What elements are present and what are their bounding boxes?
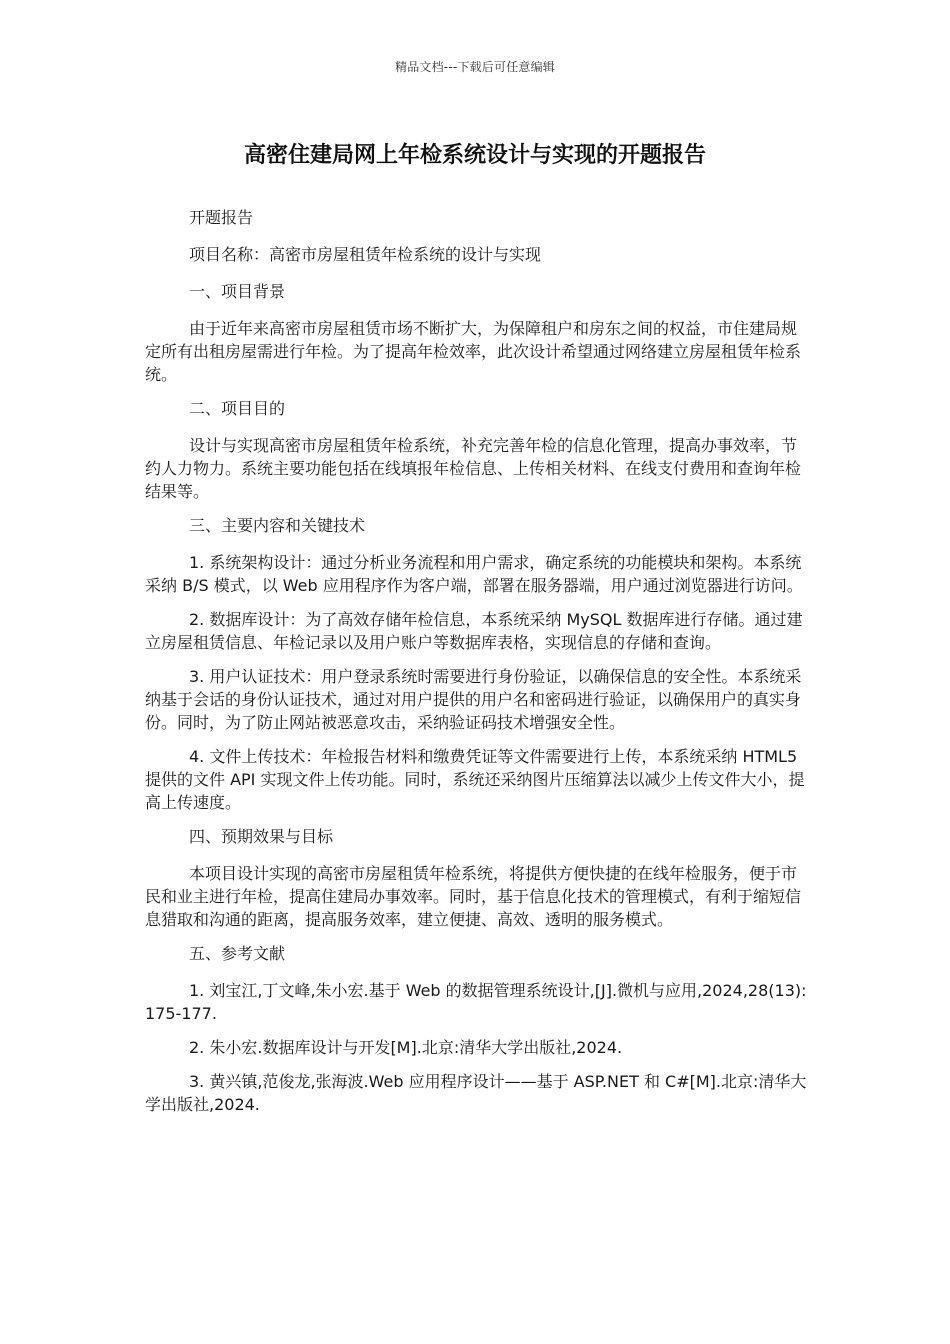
section-text-background: 由于近年来高密市房屋租赁市场不断扩大，为保障租户和房东之间的权益，市住建局规定所有出租房屋需进行年检。为了提高年检效率，此次设计希望通过网络建立房屋租赁年检系统。: [145, 319, 802, 384]
content-item-database: 2. 数据库设计：为了高效存储年检信息，本系统采纳 MySQL 数据库进行存储。通过建立房屋租赁信息、年检记录以及用户账户等数据库表格，实现信息的存储和查询。: [145, 610, 803, 652]
section-heading-goals: 四、预期效果与目标: [189, 827, 334, 846]
reference-item: 1. 刘宝江,丁文峰,朱小宏.基于 Web 的数据管理系统设计,[J].微机与应用,2024,28(13):175-177.: [145, 981, 807, 1023]
document-body: [145, 206, 810, 1127]
page-header-watermark: 精品文档---下载后可任意编辑: [395, 60, 555, 74]
document-title: 高密住建局网上年检系统设计与实现的开题报告: [243, 143, 706, 168]
reference-item: 2. 朱小宏.数据库设计与开发[M].北京:清华大学出版社,2024.: [189, 1038, 623, 1057]
content-item-authentication: 3. 用户认证技术：用户登录系统时需要进行身份验证，以确保信息的安全性。本系统采纳基于会话的身份认证技术，通过对用户提供的用户名和密码进行验证，以确保用户的真实身份。同时，为了防止网站被恶意攻击，采纳验证码技术增强安全性。: [145, 667, 802, 732]
section-text-goals: 本项目设计实现的高密市房屋租赁年检系统，将提供方便快捷的在线年检服务，便于市民和业主进行年检，提高住建局办事效率。同时，基于信息化技术的管理模式，有利于缩短信息猎取和沟通的距离，提高服务效率，建立便捷、高效、透明的服务模式。: [145, 864, 802, 929]
content-item-architecture: 1. 系统架构设计：通过分析业务流程和用户需求，确定系统的功能模块和架构。本系统采纳 B/S 模式，以 Web 应用程序作为客户端，部署在服务器端，用户通过浏览器进行访问。: [145, 553, 803, 595]
section-heading-background: 一、项目背景: [189, 282, 286, 301]
reference-item: 3. 黄兴镇,范俊龙,张海波.Web 应用程序设计——基于 ASP.NET 和 C#[M].北京:清华大学出版社,2024.: [145, 1072, 807, 1114]
section-heading-content: 三、主要内容和关键技术: [189, 516, 366, 535]
report-label: 开题报告: [189, 208, 254, 227]
section-heading-purpose: 二、项目目的: [189, 399, 286, 418]
content-item-file-upload: 4. 文件上传技术：年检报告材料和缴费凭证等文件需要进行上传，本系统采纳 HTML5 提供的文件 API 实现文件上传功能。同时，系统还采纳图片压缩算法以减少上传文件大小，提高上传速度。: [145, 747, 805, 812]
section-text-purpose: 设计与实现高密市房屋租赁年检系统，补充完善年检的信息化管理，提高办事效率，节约人力物力。系统主要功能包括在线填报年检信息、上传相关材料、在线支付费用和查询年检结果等。: [145, 436, 802, 501]
project-name: 项目名称：高密市房屋租赁年检系统的设计与实现: [189, 245, 542, 264]
section-heading-references: 五、参考文献: [189, 944, 286, 963]
